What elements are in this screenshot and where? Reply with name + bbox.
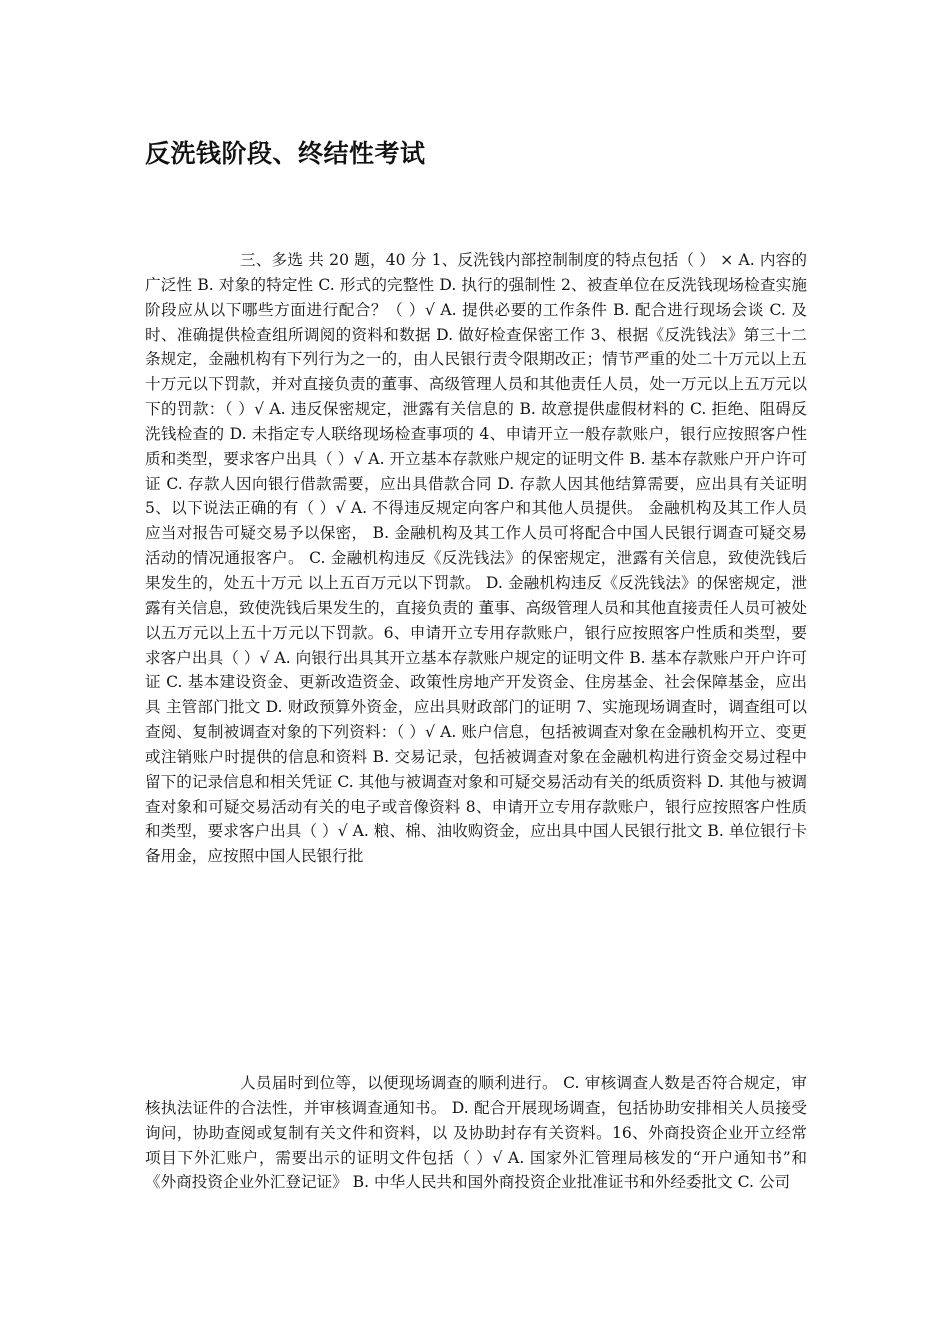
body-paragraph: 人员届时到位等，以便现场调查的顺利进行。 C. 审核调查人数是否符合规定，审核执法证件的合法性，并审核调查通知书。 D. 配合开展现场调查，包括协助安排相关人员接受询问，协助查阅或复制有关文件和资料，以 及协助封存有关资料。16、外商投资企业开立经常项目下外汇账户，需要出示的证明文件包括（ ）√ A. 国家外汇管理局核发的“开户通知书”和《外商投资企业外汇登记证》 B. 中华人民共和国外商投资企业批准证书和外经委批文 C. 公司 (145, 1074, 807, 1192)
document-title: 反洗钱阶段、终结性考试 (145, 139, 426, 168)
body-paragraph: 三、多选 共 20 题，40 分 1、反洗钱内部控制制度的特点包括（ ） × A. 内容的广泛性 B. 对象的特定性 C. 形式的完整性 D. 执行的强制性 2、被查单位在反洗钱现场检查实施阶段应从以下哪些方面进行配合？（ ）√ A. 提供必要的工作条件 B. 配合进行现场会谈 C. 及时、准确提供检查组所调阅的资料和数据 D. 做好检查保密工作 3、根据《反洗钱法》第三十二条规定，金融机构有下列行为之一的，由人民银行责令限期改正；情节严重的处二十万元以上五十万元以下罚款，并对直接负责的董事、高级管理人员和其他责任人员，处一万元以上五万元以下的罚款：（ ）√ A. 违反保密规定，泄露有关信息的 B. 故意提供虚假材料的 C. 拒绝、阻碍反洗钱检查的 D. 未指定专人联络现场检查事项的 4、申请开立一般存款账户，银行应按照客户性质和类型，要求客户出具（ ）√ A. 开立基本存款账户规定的证明文件 B. 基本存款账户开户许可证 C. 存款人因向银行借款需要，应出具借款合同 D. 存款人因其他结算需要，应出具有关证明 5、以下说法正确的有（ ）√ A. 不得违反规定向客户和其他人员提供。 金融机构及其工作人员应当对报告可疑交易予以保密， B. 金融机构及其工作人员可将配合中国人民银行调查可疑交易活动的情况通报客户。 C. 金融机构违反《反洗钱法》的保密规定，泄露有关信息，致使洗钱后果发生的，处五十万元 以上五百万元以下罚款。 D. 金融机构违反《反洗钱法》的保密规定，泄露有关信息，致使洗钱后果发生的，直接负责的 董事、高级管理人员和其他直接责任人员可被处以五万元以上五十万元以下罚款。6、申请开立专用存款账户，银行应按照客户性质和类型，要求客户出具（ ）√ A. 向银行出具其开立基本存款账户规定的证明文件 B. 基本存款账户开户许可证 C. 基本建设资金、更新改造资金、政策性房地产开发资金、住房基金、社会保障基金，应出具 主管部门批文 D. 财政预算外资金，应出具财政部门的证明 7、实施现场调查时，调查组可以查阅、复制被调查对象的下列资料：（ ）√ A. 账户信息，包括被调查对象在金融机构开立、变更或注销账户时提供的信息和资料 B. 交易记录，包括被调查对象在金融机构进行资金交易过程中留下的记录信息和相关凭证 C. 其他与被调查对象和可疑交易活动有关的纸质资料 D. 其他与被调查对象和可疑交易活动有关的电子或音像资料 8、申请开立专用存款账户，银行应按照客户性质和类型，要求客户出具（ ）√ A. 粮、棉、油收购资金，应出具中国人民银行批文 B. 单位银行卡备用金，应按照中国人民银行批 (145, 251, 807, 866)
